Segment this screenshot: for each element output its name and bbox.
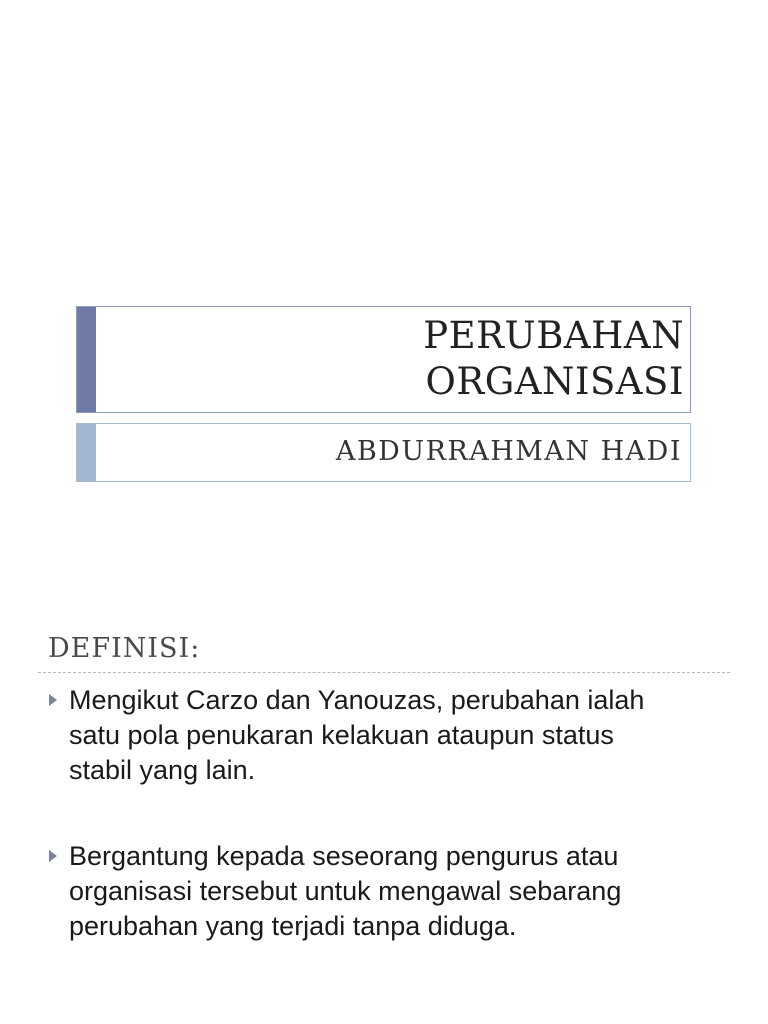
bullet-item [48, 683, 728, 788]
heading-divider [38, 672, 730, 673]
bullet-line: Bergantung kepada seseorang pengurus atau [69, 841, 619, 871]
bullet-list [48, 683, 728, 944]
bullet-line: stabil yang lain. [69, 755, 256, 785]
bullet-line: satu pola penukaran kelakuan ataupun status [69, 720, 614, 750]
title-box [76, 306, 691, 413]
triangle-bullet-icon [49, 850, 57, 862]
section-heading: DEFINISI: [48, 633, 201, 664]
title-accent-bar [77, 307, 96, 412]
slide-title [423, 313, 684, 405]
bullet-line: perubahan yang terjadi tanpa diduga. [69, 911, 517, 941]
triangle-bullet-icon [49, 694, 57, 706]
slide-subtitle: ABDURRAHMAN HADI [335, 436, 682, 467]
subtitle-accent-bar [77, 424, 96, 481]
bullet-item [48, 839, 728, 944]
slide-title-line-1: PERUBAHAN [423, 314, 684, 357]
subtitle-box [76, 423, 691, 482]
slide-title-line-2: ORGANISASI [425, 360, 684, 403]
bullet-line: Mengikut Carzo dan Yanouzas, perubahan ialah [69, 685, 645, 715]
bullet-line: organisasi tersebut untuk mengawal sebarang [69, 876, 622, 906]
